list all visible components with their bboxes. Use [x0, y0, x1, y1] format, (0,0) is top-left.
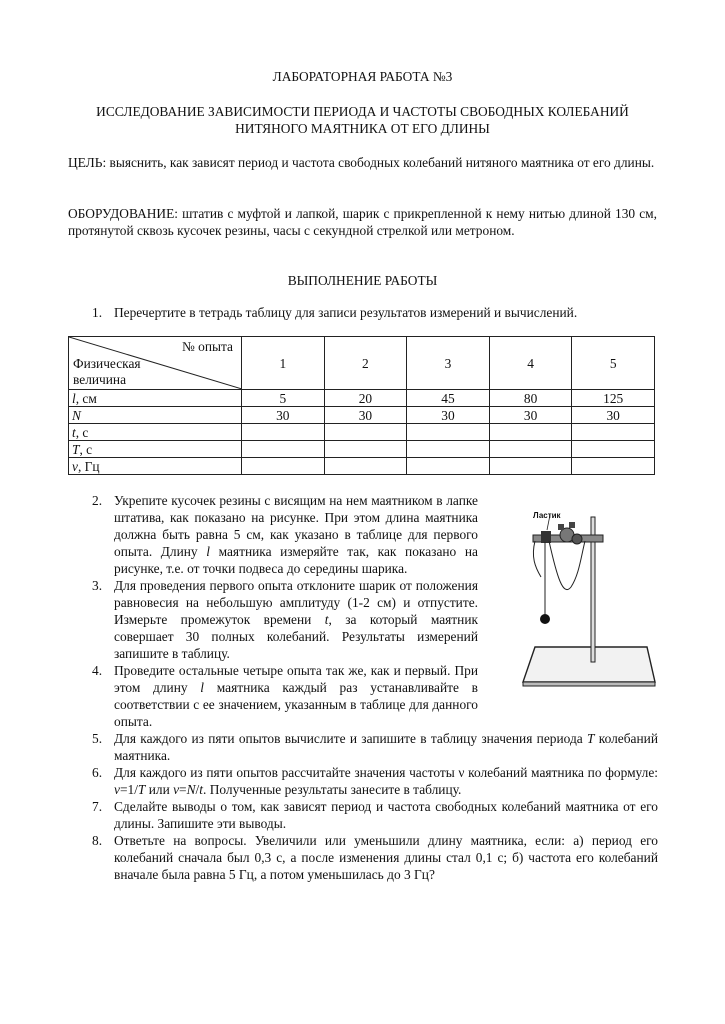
- table-cell: [324, 458, 407, 475]
- lab-title: ЛАБОРАТОРНАЯ РАБОТА №3: [272, 69, 453, 84]
- table-cell: 30: [407, 407, 490, 424]
- step-4: 4. Проведите остальные четыре опыта так же, как и первый. При этом длину l маятника каждый раз устанавливайте в соответствии с ее значением, указанным в таблице для данного опыта.: [92, 663, 478, 729]
- goal-paragraph: ЦЕЛЬ: выяснить, как зависят период и частота свободных колебаний нитяного маятника от его длины.: [68, 155, 655, 170]
- eraser-label: Ластик: [533, 511, 561, 520]
- table-cell: 45: [407, 390, 490, 407]
- step-number: 7.: [92, 799, 103, 814]
- table-cell: [572, 458, 655, 475]
- step-6: 6. Для каждого из пяти опытов рассчитайте значения частоты ν колебаний маятника по формуле: ν=1/T или ν=N/t. Полученные результаты занесите в таблицу.: [92, 765, 658, 797]
- step-text: Перечертите в тетрадь таблицу для записи результатов измерений и вычислений.: [114, 305, 578, 320]
- table-row: [69, 407, 655, 424]
- row-label: ν, Гц: [69, 458, 242, 475]
- table-cell: [572, 441, 655, 458]
- table-row: [69, 390, 655, 407]
- step-3: 3. Для проведения первого опыта отклоните шарик от положения равновесия на небольшую амплитуду (1-2 см) и отпустите. Измерьте промежуток времени t, за который маятник совершает 30 полных колебаний. Результаты измерений запишите в таблицу.: [92, 578, 478, 661]
- step-number: 6.: [92, 765, 103, 780]
- equipment-paragraph: ОБОРУДОВАНИЕ: штатив с муфтой и лапкой, шарик с прикрепленной к нему нитью длиной 130 см, протянутой сквозь кусочек резины, часы с секундной стрелкой или метроном.: [68, 206, 657, 238]
- step-number: 3.: [92, 578, 103, 593]
- table-row: [69, 458, 655, 475]
- table-cell: 80: [489, 390, 572, 407]
- execution-title: ВЫПОЛНЕНИЕ РАБОТЫ: [287, 273, 438, 288]
- table-row: [69, 441, 655, 458]
- table-cell: 125: [572, 390, 655, 407]
- main-title: ИССЛЕДОВАНИЕ ЗАВИСИМОСТИ ПЕРИОДА И ЧАСТОТЫ СВОБОДНЫХ КОЛЕБАНИЙ НИТЯНОГО МАЯТНИКА ОТ ЕГО ДЛИНЫ: [96, 104, 629, 136]
- table-cell: 5: [242, 390, 325, 407]
- table-cell: [407, 424, 490, 441]
- table-header-row: [69, 337, 655, 390]
- step-2: 2. Укрепите кусочек резины с висящим на нем маятником в лапке штатива, как показано на рисунке. При этом длина маятника должна быть равна 5 см, как указано в таблице для первого опыта. Длину l маятника измеряйте так, как показано на рисунке, т.е. от точки подвеса до середины шарика.: [92, 493, 478, 576]
- table-cell: [324, 424, 407, 441]
- table-cell: [242, 424, 325, 441]
- pendulum-figure: [505, 497, 665, 692]
- column-header: 2: [324, 337, 407, 390]
- results-table: [68, 336, 655, 475]
- header-physical-quantity: Физическая величина: [73, 356, 141, 387]
- step-5: 5. Для каждого из пяти опытов вычислите и запишите в таблицу значения периода T колебаний маятника.: [92, 731, 658, 763]
- row-label: N: [69, 407, 242, 424]
- step-number: 1.: [92, 305, 103, 320]
- column-header: 3: [407, 337, 490, 390]
- table-cell: 30: [489, 407, 572, 424]
- row-label: t, с: [69, 424, 242, 441]
- table-cell: 30: [572, 407, 655, 424]
- step-number: 4.: [92, 663, 103, 678]
- table-cell: [489, 458, 572, 475]
- header-diagonal-cell: [69, 337, 242, 390]
- column-header: 4: [489, 337, 572, 390]
- header-experiment-number: № опыта: [182, 339, 233, 354]
- table-cell: [324, 441, 407, 458]
- step-7: 7. Сделайте выводы о том, как зависят период и частота свободных колебаний маятника от его длины. Запишите эти выводы.: [92, 799, 658, 831]
- row-label: T, с: [69, 441, 242, 458]
- step-number: 8.: [92, 833, 103, 848]
- table-cell: [572, 424, 655, 441]
- table-cell: [407, 441, 490, 458]
- table-cell: [407, 458, 490, 475]
- pendulum-stand-illustration: [505, 497, 665, 692]
- table-cell: 20: [324, 390, 407, 407]
- step-number: 5.: [92, 731, 103, 746]
- table-cell: 30: [242, 407, 325, 424]
- column-header: 1: [242, 337, 325, 390]
- table-cell: [489, 441, 572, 458]
- table-cell: [489, 424, 572, 441]
- table-cell: [242, 458, 325, 475]
- row-label: l, см: [69, 390, 242, 407]
- column-header: 5: [572, 337, 655, 390]
- table-cell: 30: [324, 407, 407, 424]
- table-row: [69, 424, 655, 441]
- step-8: 8. Ответьте на вопросы. Увеличили или уменьшили длину маятника, если: а) период его колебаний сначала был 0,3 с, а после изменения длины стал 0,1 с; б) частота его колебаний вначале была равна 5 Гц, а потом уменьшилась до 3 Гц?: [92, 833, 658, 882]
- table-cell: [242, 441, 325, 458]
- step-number: 2.: [92, 493, 103, 508]
